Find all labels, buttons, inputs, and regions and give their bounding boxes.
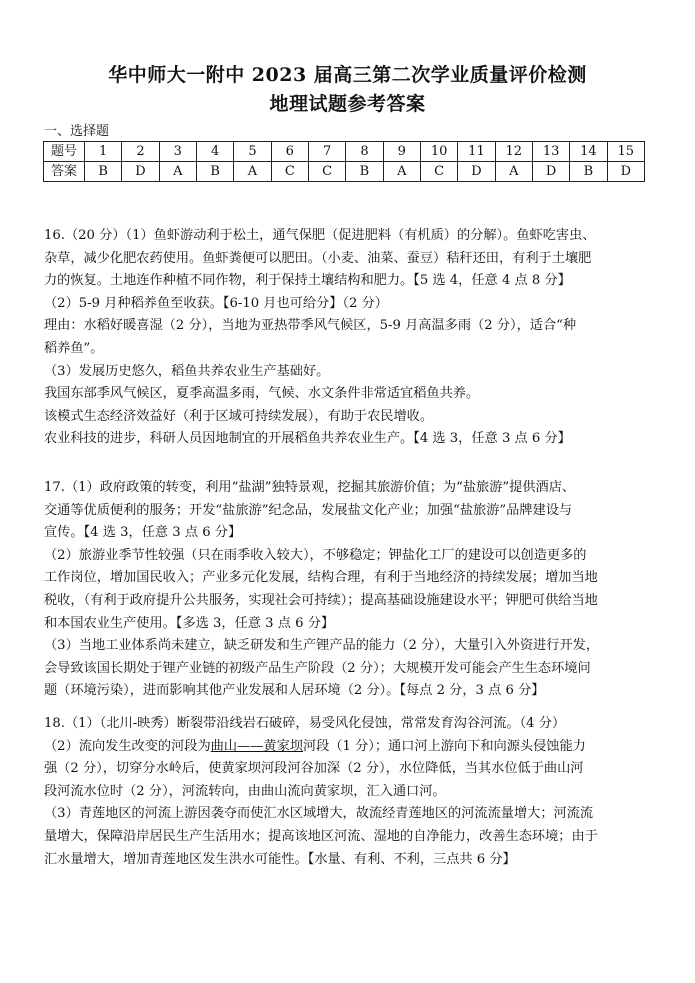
question-number-cell: 10 bbox=[420, 142, 457, 162]
question-17-answer bbox=[44, 477, 656, 703]
answer-cell: B bbox=[346, 162, 383, 182]
text-line: 量增大，保障沿岸居民生产生活用水；提高该地区河流、湿地的自净能力，改善生态环境；由于 bbox=[44, 828, 598, 844]
answer-cell: C bbox=[308, 162, 345, 182]
answer-cell: B bbox=[85, 162, 122, 182]
text-line: 宣传。【4 选 3，任意 3 点 6 分】 bbox=[44, 525, 242, 541]
table-row-answers bbox=[44, 162, 645, 182]
text-line: 16.（20 分）（1）鱼虾游动利于松土，通气保肥（促进肥料（有机质）的分解）。鱼虾吃害虫、 bbox=[44, 228, 596, 243]
text-line: 税收，（有利于政府提升公共服务，实现社会可持续）；提高基础设施建设水平；钾肥可供给当地 bbox=[44, 592, 598, 608]
question-number-cell: 2 bbox=[122, 142, 159, 162]
question-number-cell: 7 bbox=[308, 142, 345, 162]
table-header-cell: 题号 bbox=[44, 142, 85, 162]
text-line: 稻养鱼”。 bbox=[44, 340, 104, 356]
answer-cell: D bbox=[532, 162, 569, 182]
text-line: 和本国农业生产使用。【多选 3，任意 3 点 6 分】 bbox=[44, 615, 335, 631]
answer-cell: B bbox=[196, 162, 233, 182]
question-number-cell: 8 bbox=[346, 142, 383, 162]
text-line: 段河流水位时（2 分），河流转向，由曲山流向黄家坝，汇入通口河。 bbox=[44, 783, 446, 799]
answer-cell: D bbox=[607, 162, 644, 182]
page-subtitle: 地理试题参考答案 bbox=[269, 93, 426, 115]
question-number-cell: 3 bbox=[159, 142, 196, 162]
answer-cell: A bbox=[159, 162, 196, 182]
question-18-answer bbox=[44, 713, 656, 871]
text-line bbox=[44, 736, 656, 759]
text-line: 该模式生态经济效益好（利于区域可持续发展），有助于农民增收。 bbox=[44, 408, 434, 424]
answer-cell: B bbox=[570, 162, 607, 182]
answer-cell: A bbox=[383, 162, 420, 182]
text-line: （3）当地工业体系尚未建立，缺乏研发和生产锂产品的能力（2 分），大量引入外资进行开发， bbox=[44, 638, 600, 654]
question-number-cell: 14 bbox=[570, 142, 607, 162]
text-line: 17.（1）政府政策的转变，利用“盐湖”独特景观，挖掘其旅游价值；为“盐旅游”提供酒店、 bbox=[44, 480, 576, 495]
answer-cell: A bbox=[495, 162, 532, 182]
answer-table bbox=[43, 141, 645, 182]
text-line: 会导致该国长期处于锂产业链的初级产品生产阶段（2 分）；大规模开发可能会产生生态环境问 bbox=[44, 660, 591, 676]
text-line: （2）旅游业季节性较强（只在雨季收入较大），不够稳定；钾盐化工厂的建设可以创造更多的 bbox=[44, 547, 587, 563]
question-number-cell: 9 bbox=[383, 142, 420, 162]
text-line: （3）青莲地区的河流上游因袭夺而使汇水区域增大，故流经青莲地区的河流流量增大；河流流 bbox=[44, 806, 594, 822]
text-fragment: 河段（1 分）；通口河上游向下和向源头侵蚀能力 bbox=[302, 738, 586, 754]
text-line: 力的恢复。土地连作种植不同作物，利于保持土壤结构和肥力。【5 选 4，任意 4 点 8 分】 bbox=[44, 273, 571, 289]
question-number-cell: 4 bbox=[196, 142, 233, 162]
answer-cell: C bbox=[271, 162, 308, 182]
text-line: （3）发展历史悠久，稻鱼共养农业生产基础好。 bbox=[44, 363, 330, 379]
text-line: （2）5-9 月种稻养鱼至收获。【6-10 月也可给分】（2 分） bbox=[44, 295, 388, 311]
text-line: 汇水量增大，增加青莲地区发生洪水可能性。【水量、有利、不利，三点共 6 分】 bbox=[44, 851, 516, 867]
question-number-cell: 15 bbox=[607, 142, 644, 162]
text-line: 我国东部季风气候区，夏季高温多雨，气候、水文条件非常适宜稻鱼共养。 bbox=[44, 386, 480, 402]
question-number-cell: 13 bbox=[532, 142, 569, 162]
table-header-cell: 答案 bbox=[44, 162, 85, 182]
answer-cell: A bbox=[234, 162, 271, 182]
page-title: 华中师大一附中 2023 届高三第二次学业质量评价检测 bbox=[108, 64, 587, 86]
text-line: 强（2 分），切穿分水岭后，使黄家坝河段河谷加深（2 分），水位降低，当其水位低于曲山河 bbox=[44, 761, 584, 777]
question-number-cell: 11 bbox=[458, 142, 495, 162]
text-line: 题（环境污染），进而影响其他产业发展和人居环境（2 分）。【每点 2 分，3 点 6 分】 bbox=[44, 683, 545, 699]
answer-cell: D bbox=[458, 162, 495, 182]
question-number-cell: 12 bbox=[495, 142, 532, 162]
text-line: 18.（1）（北川-映秀）断裂带沿线岩石破碎，易受风化侵蚀，常常发育沟谷河流。（4 分） bbox=[44, 716, 566, 731]
answer-cell: C bbox=[420, 162, 457, 182]
answer-cell: D bbox=[122, 162, 159, 182]
text-line: 杂草，减少化肥农药使用。鱼虾粪便可以肥田。（小麦、油菜、蚕豆）秸秆还田，有利于土壤肥 bbox=[44, 250, 592, 266]
text-line: 交通等优质便利的服务；开发“盐旅游”纪念品，发展盐文化产业；加强“盐旅游”品牌建设与 bbox=[44, 502, 573, 518]
text-fragment: （2）流向发生改变的河段为 bbox=[44, 738, 211, 754]
text-line: 理由：水稻好暖喜湿（2 分），当地为亚热带季风气候区，5-9 月高温多雨（2 分），适合“种 bbox=[44, 318, 577, 334]
underlined-river-section: 曲山——黄家坝 bbox=[210, 738, 303, 754]
question-number-cell: 6 bbox=[271, 142, 308, 162]
table-row-numbers bbox=[44, 142, 645, 162]
question-number-cell: 1 bbox=[85, 142, 122, 162]
question-number-cell: 5 bbox=[234, 142, 271, 162]
text-line: 工作岗位，增加国民收入；产业多元化发展，结构合理，有利于当地经济的持续发展；增加当地 bbox=[44, 570, 598, 586]
section-heading: 一、选择题 bbox=[44, 124, 110, 139]
text-line: 农业科技的进步，科研人员因地制宜的开展稻鱼共养农业生产。【4 选 3，任意 3 点 6 分】 bbox=[44, 431, 571, 447]
question-16-answer bbox=[44, 225, 656, 451]
